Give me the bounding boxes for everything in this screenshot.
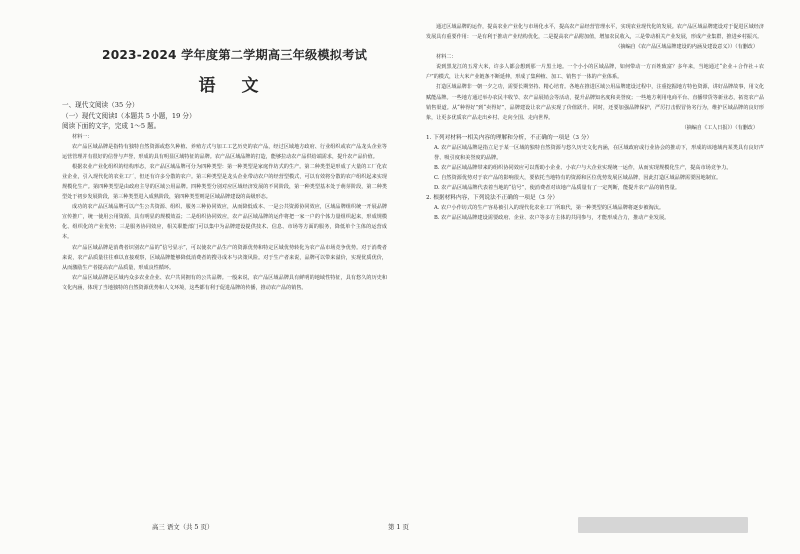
question-1-option-a: A. 农产品区域品牌是指立足于某一区域的独特自然资源与悠久历史文化内涵，在区域政府或行业协会的推动下，形成的该地域内某类具有良好声誉、吸引度和美誉度的品牌。: [434, 145, 764, 162]
material-one-paragraph: 农产品区域品牌是区域内众多农业企业、农户共同拥有的公共品牌。一般来说，农产品区域品牌具有鲜明的地域性特征，具有悠久的历史和文化内涵，体现了当地独特的自然资源优势和人文环境，这些都有利于促进品牌的传播，推动农产品的销售。: [62, 274, 387, 291]
question-2-stem: 2. 根据材料内容，下列说法不正确的一项是（3 分）: [426, 195, 559, 202]
question-1-option-b: B. 农产品区域品牌带来的组织协同效应可以帮助小企业、小农户与大企业实现统一运作，从而实现规模化生产，提高市场竞争力。: [434, 165, 732, 172]
question-2-option-b: B. 农产品区域品牌建设需要政府、企业、农户等多方主体的共同参与，才能形成合力，推动产业发展。: [434, 215, 670, 222]
material-two-paragraph: 打造区域品牌非一朝一夕之功，需要长期坚持、精心培育。各地在推进区域公用品牌建设过程中，注重挖掘地方特色资源，讲好品牌故事，用文化赋能品牌。一些地方通过举办农民丰收节、农产品展销会等活动，提升品牌知名度和美誉度；一些地方利用电商平台、直播带货等新业态，拓宽农产品销售渠道。从“种得好”到“卖得好”，品牌建设让农产品实现了价值跃升。同时，还要加强品牌保护，严厉打击假冒伪劣行为，维护区域品牌的良好形象，让更多优质农产品走出乡村、走向全国、走向世界。: [426, 84, 764, 121]
question-2-option-a: A. 农户小作坊式的生产容易被引入的现代化农业工厂所取代，第一种类型的区域品牌将逐步被淘汰。: [434, 205, 665, 212]
material-one-paragraph: 根据农业产业化组织的结构形态，农产品区域品牌可分为四种类型：第一种类型是家庭作坊式的生产。第二种类型是形成了大量的工厂化农业企业，引入现代化的农业工厂，但还有许多分散的农户。第三种类型是龙头企业带动农户的经营型模式，可以有效将分散的农户组织起来实现规模化生产。第四种类型是由政府主导的区域公用品牌。四种类型分别对应区域经济发展的不同阶段，第一种类型基本处于萌芽阶段，第二种类型处于初步发展阶段，第三种类型进入成熟阶段，第四种类型则是区域品牌建设的高级形态。: [62, 163, 387, 201]
material-one-paragraph: 农产品区域品牌是指特有独特自然资源或悠久种植、养殖方式与加工工艺历史的农产品，经过区域地方政府、行业组织或农产品龙头企业等运营管理并有很好的信誉与声誉，形成的具有明显区域特征的品牌。农产品区域品牌的打造，能够拉动农产品供给端需求，提升农产品价值。: [62, 143, 387, 160]
material-one-label: 材料一：: [72, 133, 93, 140]
question-1-option-d: D. 农产品区域品牌代表着当地的“信号”，使消费者对该地产品质量有了一定判断，能提升农产品的销售量。: [434, 185, 681, 192]
footer-page-number: 第 1 页: [388, 523, 409, 531]
subsection-heading: （一）现代文阅读Ⅰ（本题共 5 小题，19 分）: [62, 111, 196, 120]
material-two-paragraph: 说到黑龙江的五常大米，许多人都会想到那一片黑土地。一个小小的区域品牌，如何带动一方百姓致富？多年来，当地通过“企业＋合作社＋农户”的模式，让大米产业链条不断延伸，形成了集种植、加工、销售于一体的产业体系。: [426, 64, 764, 81]
question-1-stem: 1. 下列对材料一相关内容的理解和分析，不正确的一项是（3 分）: [426, 134, 593, 141]
left-column: [62, 46, 387, 293]
section-heading: 一、现代文阅读（35 分）: [62, 101, 139, 109]
material-one-source: （摘编自《农产品区域品牌建设的内涵及建设意义》）（有删改）: [615, 44, 758, 51]
material-one-paragraph: 成功的农产品区域品牌可以产生公共资源、组织、服务三种协同效应，从而降低成本、一是公共资源协同效应，区域品牌组织统一开展品牌宣传推广，统一使用公用资源，具有明显的规模效益；二是组织协同效应，农产品区域品牌的运作将把一家一户的个体力量组织起来，形成规模化、组织化的产业优势；三是服务协同效应，相关职能部门可以集中为品牌建设提供技术、信息、市场等方面的服务，降低单个主体的运营成本。: [62, 204, 387, 241]
exam-title: 2023-2024 学年度第二学期高三年级模拟考试: [102, 48, 367, 62]
material-two-source: （摘编自《工人日报》）（有删改）: [681, 124, 758, 131]
question-1-option-c: C. 自然资源优势对于农产品的影响很大，要依托当地特有的资源和区位优势发展区域品牌，因此打造区域品牌需要因地制宜。: [434, 175, 722, 182]
footer-page-info: 高三 语文（共 5 页）: [152, 523, 214, 531]
right-column: [426, 22, 764, 223]
material-two-label: 材料二：: [436, 54, 457, 61]
reading-instruction: 阅读下面的文字，完成 1～5 题。: [62, 122, 161, 130]
subject-title: 语 文: [198, 76, 269, 96]
redaction-block: [578, 517, 748, 533]
material-one-paragraph: 通过区域品牌的运作，提高农业产业化与市场化水平，提高农产品经营管理水平，实现农业现代化的发展。农产品区域品牌建设对于促进区域经济发展具有重要作用：一是有利于推动产业结构优化，二是提高农产品附加值，增加农民收入，三是带动相关产业发展，形成产业集群，推进乡村振兴。: [426, 24, 764, 41]
material-one-paragraph: 农产品区域品牌是消费者识别农产品的“信号显示”，可以使农产品生产的资源优势和特定区域优势转化为农产品市场竞争优势。对于消费者来说，农产品质量往往难以直接观察，区域品牌能够降低消费者的搜寻成本与决策风险。对于生产者来说，品牌可以带来溢价，实现优质优价，从而激励生产者提高农产品质量，形成良性循环。: [62, 244, 387, 271]
